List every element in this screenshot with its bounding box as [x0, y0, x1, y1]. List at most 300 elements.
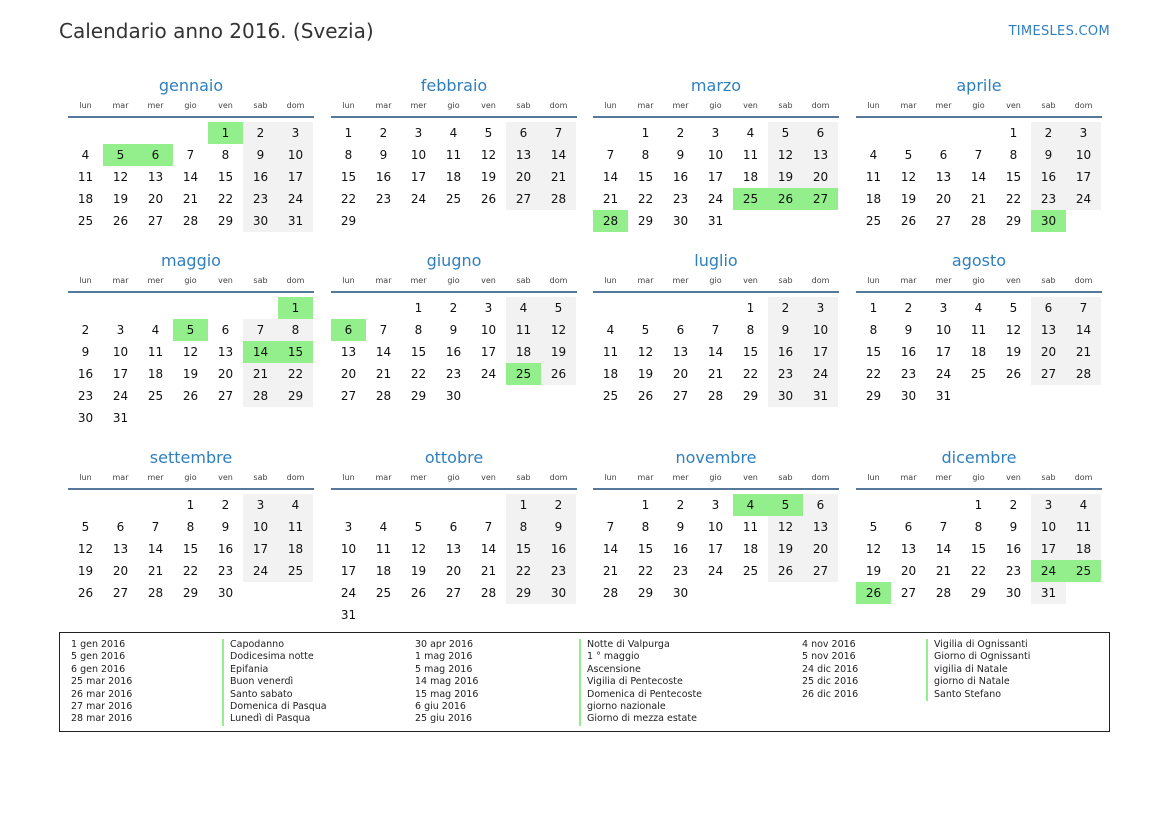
day-cell: 25 [375, 586, 392, 600]
weekday-label: mar [637, 101, 654, 110]
weekday-header [68, 100, 314, 116]
day-cell: 27 [900, 586, 917, 600]
day-grid [331, 494, 577, 626]
weekday-label: sab [516, 473, 531, 482]
weekday-label: lun [604, 473, 617, 482]
day-cell: 21 [541, 166, 576, 188]
day-cell: 20 [340, 367, 357, 381]
day-cell: 2 [541, 494, 576, 516]
holiday-date: 6 giu 2016 [415, 700, 466, 712]
day-cell: 17 [707, 542, 724, 556]
day-cell: 8 [221, 148, 230, 162]
day-cell: 18 [742, 170, 759, 184]
day-cell: 21 [480, 564, 497, 578]
day-cell: 14 [935, 542, 952, 556]
day-cell: 23 [375, 192, 392, 206]
day-cell: 9 [449, 323, 458, 337]
week-row [331, 604, 577, 626]
week-row [68, 363, 314, 385]
day-cell: 18 [147, 367, 164, 381]
empty-cell [628, 297, 663, 319]
day-cell: 6 [676, 323, 685, 337]
day-cell: 27 [935, 214, 952, 228]
day-cell: 7 [711, 323, 720, 337]
weekday-header [593, 100, 839, 116]
holiday-name: Giorno di mezza estate [579, 713, 702, 725]
day-cell: 7 [1066, 297, 1101, 319]
day-cell: 11 [77, 170, 94, 184]
month-name: aprile [956, 76, 1002, 95]
day-cell: 3 [1031, 494, 1066, 516]
weekday-label: lun [342, 473, 355, 482]
day-cell: 13 [803, 516, 838, 538]
day-cell: 18 [865, 192, 882, 206]
day-cell: 15 [278, 341, 313, 363]
week-row [856, 385, 1102, 407]
day-cell: 18 [602, 367, 619, 381]
weekday-label: lun [342, 101, 355, 110]
week-row [68, 560, 314, 582]
weekday-header [593, 275, 839, 291]
day-cell: 2 [449, 301, 458, 315]
weekday-label: dom [549, 276, 568, 285]
holiday-date: 1 gen 2016 [71, 639, 126, 650]
day-cell: 9 [221, 520, 230, 534]
weekday-label: dom [286, 276, 305, 285]
month-name: novembre [675, 448, 757, 467]
day-cell: 28 [243, 385, 278, 407]
weekday-label: mar [375, 101, 392, 110]
day-cell: 22 [340, 192, 357, 206]
weekday-label: mer [410, 276, 427, 285]
day-cell: 3 [803, 297, 838, 319]
day-cell: 17 [707, 170, 724, 184]
holiday-name: Lunedì di Pasqua [222, 713, 327, 725]
week-row [593, 560, 839, 582]
day-cell: 22 [1005, 192, 1022, 206]
weekday-label: ven [481, 276, 496, 285]
week-row [331, 188, 577, 210]
weekday-label: mar [112, 276, 129, 285]
day-cell: 9 [541, 516, 576, 538]
day-cell: 11 [742, 520, 759, 534]
week-row [68, 407, 314, 429]
empty-cell [891, 122, 926, 144]
weekday-label: sab [253, 473, 268, 482]
day-cell: 27 [340, 389, 357, 403]
day-cell: 18 [742, 542, 759, 556]
day-cell: 12 [541, 319, 576, 341]
day-cell: 16 [672, 542, 689, 556]
weekday-label: ven [218, 473, 233, 482]
week-row [331, 560, 577, 582]
day-cell: 11 [147, 345, 164, 359]
day-cell: 14 [182, 170, 199, 184]
day-cell: 29 [410, 389, 427, 403]
day-cell: 26 [480, 192, 497, 206]
day-cell: 4 [379, 520, 388, 534]
day-cell: 8 [278, 319, 313, 341]
day-cell: 24 [803, 363, 838, 385]
day-cell: 29 [1005, 214, 1022, 228]
day-cell: 2 [904, 301, 913, 315]
empty-cell [961, 122, 996, 144]
empty-cell [1066, 582, 1101, 604]
empty-cell [698, 297, 733, 319]
day-cell: 10 [243, 516, 278, 538]
day-cell: 20 [445, 564, 462, 578]
empty-cell [331, 297, 366, 319]
day-cell: 15 [742, 345, 759, 359]
day-cell: 29 [865, 389, 882, 403]
day-cell: 12 [768, 516, 803, 538]
weekday-label: sab [1041, 473, 1056, 482]
day-cell: 16 [1005, 542, 1022, 556]
empty-cell [768, 210, 803, 232]
weekday-header [68, 472, 314, 488]
holiday-date: 5 mag 2016 [415, 663, 473, 675]
day-grid [68, 494, 314, 604]
week-row [593, 297, 839, 319]
day-cell: 31 [935, 389, 952, 403]
weekday-label: ven [743, 473, 758, 482]
day-cell: 24 [278, 188, 313, 210]
weekday-label: lun [79, 101, 92, 110]
day-cell: 24 [1066, 188, 1101, 210]
day-cell: 16 [1031, 166, 1066, 188]
day-cell: 29 [637, 586, 654, 600]
day-cell: 28 [375, 389, 392, 403]
day-cell: 2 [676, 498, 685, 512]
day-cell: 7 [243, 319, 278, 341]
day-cell: 17 [803, 341, 838, 363]
week-row [856, 538, 1102, 560]
weekday-label: ven [1006, 101, 1021, 110]
week-row [331, 363, 577, 385]
day-cell: 8 [1009, 148, 1018, 162]
day-cell: 4 [81, 148, 90, 162]
day-cell: 16 [541, 538, 576, 560]
week-row [68, 166, 314, 188]
day-cell: 22 [865, 367, 882, 381]
day-cell: 4 [974, 301, 983, 315]
day-cell: 29 [637, 214, 654, 228]
weekday-label: ven [218, 276, 233, 285]
weekday-label: ven [743, 101, 758, 110]
day-cell: 28 [1066, 363, 1101, 385]
day-cell: 25 [865, 214, 882, 228]
day-cell: 19 [768, 538, 803, 560]
week-row [593, 538, 839, 560]
day-cell: 23 [217, 564, 234, 578]
holiday-dates-column [415, 639, 478, 726]
day-cell: 30 [1031, 210, 1066, 232]
day-cell: 17 [112, 367, 129, 381]
day-cell: 24 [112, 389, 129, 403]
day-cell: 16 [768, 341, 803, 363]
weekday-header [331, 275, 577, 291]
empty-cell [366, 297, 401, 319]
day-cell: 12 [637, 345, 654, 359]
day-cell: 5 [484, 126, 493, 140]
empty-cell [208, 297, 243, 319]
day-cell: 8 [506, 516, 541, 538]
week-row [331, 494, 577, 516]
day-cell: 4 [733, 494, 768, 516]
day-cell: 23 [243, 188, 278, 210]
day-cell: 21 [375, 367, 392, 381]
week-row [593, 341, 839, 363]
day-cell: 8 [974, 520, 983, 534]
day-cell: 10 [1066, 144, 1101, 166]
day-cell: 26 [410, 586, 427, 600]
holiday-name: Vigilia di Ognissanti [926, 639, 1030, 651]
day-cell: 19 [900, 192, 917, 206]
week-row [593, 122, 839, 144]
empty-cell [401, 604, 436, 626]
day-cell: 6 [939, 148, 948, 162]
day-grid [856, 122, 1102, 232]
day-cell: 25 [445, 192, 462, 206]
day-cell: 11 [742, 148, 759, 162]
day-grid [593, 122, 839, 232]
day-cell: 31 [340, 608, 357, 622]
day-cell: 25 [278, 560, 313, 582]
month-name: luglio [694, 251, 738, 270]
day-cell: 31 [707, 214, 724, 228]
holiday-names-column [222, 639, 327, 726]
day-cell: 14 [375, 345, 392, 359]
day-cell: 4 [449, 126, 458, 140]
holiday-dates-column [802, 639, 858, 701]
weekday-label: mar [637, 473, 654, 482]
empty-cell [138, 407, 173, 429]
day-cell: 1 [208, 122, 243, 144]
day-grid [68, 122, 314, 232]
month-name: febbraio [420, 76, 488, 95]
week-row [68, 516, 314, 538]
day-cell: 18 [77, 192, 94, 206]
day-cell: 2 [379, 126, 388, 140]
empty-cell [541, 385, 576, 407]
month-name: gennaio [158, 76, 224, 95]
day-cell: 7 [939, 520, 948, 534]
holiday-names-column [926, 639, 1030, 701]
day-cell: 31 [1031, 582, 1066, 604]
day-cell: 15 [637, 170, 654, 184]
day-cell: 1 [641, 498, 650, 512]
weekday-label: sab [253, 276, 268, 285]
weekday-label: sab [253, 101, 268, 110]
empty-cell [173, 407, 208, 429]
week-row [331, 385, 577, 407]
day-cell: 6 [803, 122, 838, 144]
day-cell: 13 [1031, 319, 1066, 341]
day-cell: 25 [147, 389, 164, 403]
day-cell: 25 [733, 188, 768, 210]
holiday-date: 24 dic 2016 [802, 663, 859, 675]
header-rule [68, 488, 314, 490]
empty-cell [803, 582, 838, 604]
weekday-label: gio [447, 276, 460, 285]
day-cell: 24 [243, 560, 278, 582]
day-cell: 15 [506, 538, 541, 560]
week-row [593, 516, 839, 538]
day-cell: 10 [278, 144, 313, 166]
week-row [856, 494, 1102, 516]
day-cell: 13 [112, 542, 129, 556]
day-cell: 19 [112, 192, 129, 206]
day-cell: 11 [445, 148, 462, 162]
weekday-label: sab [1041, 276, 1056, 285]
day-cell: 19 [637, 367, 654, 381]
holiday-name: giorno nazionale [579, 701, 702, 713]
day-cell: 23 [1031, 188, 1066, 210]
day-cell: 11 [375, 542, 392, 556]
day-cell: 27 [803, 560, 838, 582]
day-cell: 30 [243, 210, 278, 232]
header-rule [593, 116, 839, 118]
empty-cell [961, 385, 996, 407]
day-cell: 19 [541, 341, 576, 363]
week-row [331, 319, 577, 341]
day-cell: 26 [637, 389, 654, 403]
week-row [856, 319, 1102, 341]
weekday-label: gio [447, 101, 460, 110]
week-row [856, 363, 1102, 385]
day-cell: 26 [1005, 367, 1022, 381]
week-row [593, 582, 839, 604]
day-cell: 21 [707, 367, 724, 381]
day-cell: 24 [1031, 560, 1066, 582]
day-cell: 22 [970, 564, 987, 578]
day-cell: 13 [900, 542, 917, 556]
empty-cell [243, 582, 278, 604]
day-cell: 14 [970, 170, 987, 184]
week-row [331, 582, 577, 604]
holiday-name: Vigilia di Pentecoste [579, 676, 702, 688]
header-rule [856, 488, 1102, 490]
day-cell: 13 [803, 144, 838, 166]
day-cell: 18 [375, 564, 392, 578]
day-cell: 20 [112, 564, 129, 578]
day-cell: 19 [1005, 345, 1022, 359]
day-cell: 20 [803, 538, 838, 560]
day-cell: 29 [970, 586, 987, 600]
weekday-label: lun [342, 276, 355, 285]
day-cell: 3 [116, 323, 125, 337]
holiday-date: 25 dic 2016 [802, 676, 859, 688]
day-cell: 11 [865, 170, 882, 184]
empty-cell [593, 122, 628, 144]
empty-cell [138, 122, 173, 144]
week-row [856, 582, 1102, 604]
month-maggio [68, 250, 314, 429]
week-row [68, 385, 314, 407]
empty-cell [103, 297, 138, 319]
holiday-date: 27 mar 2016 [71, 700, 133, 712]
day-cell: 19 [410, 564, 427, 578]
day-cell: 1 [641, 126, 650, 140]
holiday-date: 25 mar 2016 [71, 676, 133, 688]
day-cell: 9 [768, 319, 803, 341]
week-row [593, 210, 839, 232]
day-cell: 3 [414, 126, 423, 140]
weekday-label: dom [1074, 276, 1093, 285]
day-cell: 30 [1005, 586, 1022, 600]
day-cell: 4 [506, 297, 541, 319]
week-row [68, 319, 314, 341]
holiday-date: 26 mar 2016 [71, 688, 133, 700]
day-cell: 8 [641, 520, 650, 534]
month-aprile [856, 75, 1102, 232]
weekday-label: sab [778, 101, 793, 110]
day-cell: 30 [672, 586, 689, 600]
day-cell: 15 [865, 345, 882, 359]
day-cell: 18 [970, 345, 987, 359]
week-row [856, 166, 1102, 188]
day-grid [331, 297, 577, 407]
day-cell: 1 [344, 126, 353, 140]
weekday-label: lun [604, 276, 617, 285]
day-cell: 14 [602, 542, 619, 556]
month-name: settembre [149, 448, 233, 467]
day-cell: 9 [676, 148, 685, 162]
empty-cell [436, 604, 471, 626]
week-row [68, 188, 314, 210]
weekday-label: gio [184, 276, 197, 285]
day-cell: 12 [182, 345, 199, 359]
month-febbraio [331, 75, 577, 232]
day-cell: 8 [186, 520, 195, 534]
day-cell: 5 [81, 520, 90, 534]
weekday-label: dom [549, 101, 568, 110]
weekday-label: gio [709, 101, 722, 110]
day-cell: 17 [340, 564, 357, 578]
holiday-name: Giorno di Ognissanti [926, 651, 1030, 663]
empty-cell [1031, 385, 1066, 407]
month-luglio [593, 250, 839, 407]
weekday-label: mer [147, 473, 164, 482]
site-link[interactable]: TIMESLES.COM [1008, 24, 1110, 39]
week-row [68, 297, 314, 319]
day-cell: 28 [182, 214, 199, 228]
week-row [856, 210, 1102, 232]
day-cell: 23 [1005, 564, 1022, 578]
day-cell: 10 [340, 542, 357, 556]
weekday-label: gio [972, 101, 985, 110]
weekday-label: mar [112, 101, 129, 110]
day-cell: 21 [602, 564, 619, 578]
day-cell: 9 [81, 345, 90, 359]
week-row [856, 341, 1102, 363]
empty-cell [68, 297, 103, 319]
header-rule [856, 291, 1102, 293]
week-row [331, 122, 577, 144]
week-row [856, 122, 1102, 144]
day-cell: 17 [278, 166, 313, 188]
holiday-date: 4 nov 2016 [802, 639, 856, 650]
empty-cell [506, 210, 541, 232]
holiday-name: Notte di Valpurga [579, 639, 702, 651]
week-row [68, 582, 314, 604]
day-cell: 29 [278, 385, 313, 407]
empty-cell [541, 210, 576, 232]
holiday-names-column [579, 639, 702, 726]
week-row [68, 538, 314, 560]
day-cell: 3 [243, 494, 278, 516]
day-cell: 9 [676, 520, 685, 534]
